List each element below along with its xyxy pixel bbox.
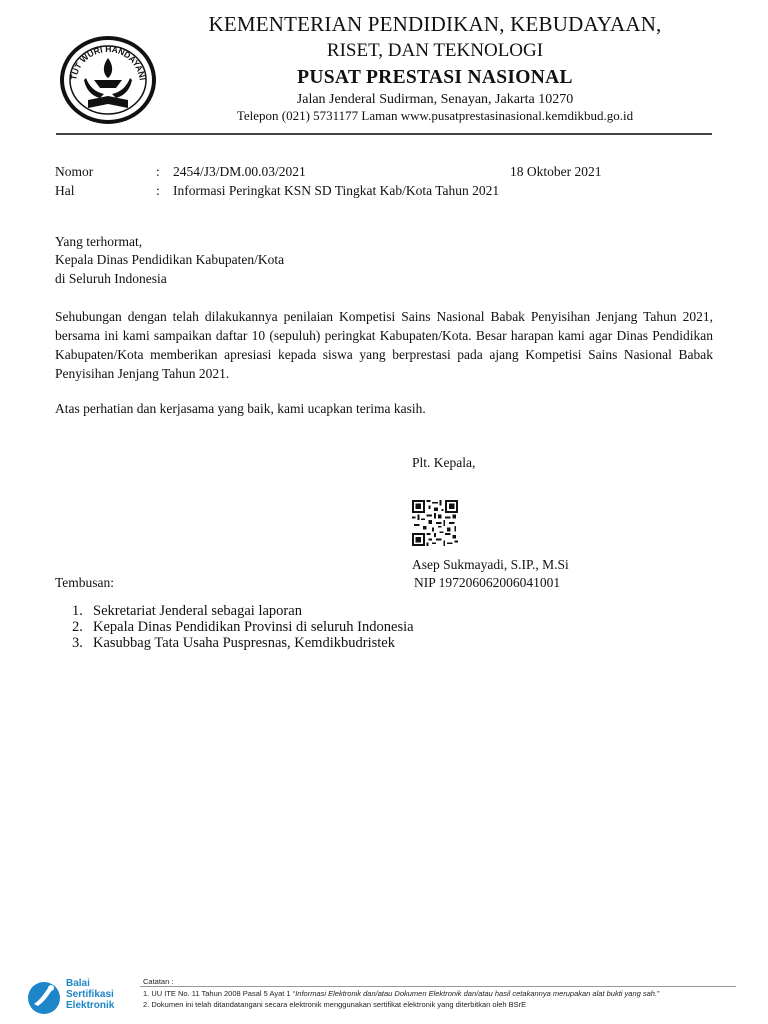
qr-code-icon	[412, 500, 458, 546]
list-item-number: 3.	[72, 635, 83, 651]
letterhead-divider	[56, 133, 712, 135]
bsre-logo-icon	[24, 976, 64, 1016]
tembusan-label: Tembusan:	[55, 575, 115, 590]
body-paragraph-2: Atas perhatian dan kerjasama yang baik, kami ucapkan terima kasih.	[55, 401, 426, 416]
recipient-title: Kepala Dinas Pendidikan Kabupaten/Kota	[55, 252, 285, 267]
list-item	[72, 635, 414, 651]
nomor-colon: :	[156, 164, 160, 179]
list-item-text: Kepala Dinas Pendidikan Provinsi di seluruh Indonesia	[93, 619, 414, 635]
tembusan-list	[72, 603, 414, 651]
footer-notes	[143, 976, 743, 1010]
bsre-line-3: Elektronik	[66, 1000, 115, 1011]
agency-contact: Telepon (021) 5731177 Laman www.pusatprestasinasional.kemdikbud.go.id	[236, 108, 634, 123]
list-item-text: Kasubbag Tata Usaha Puspresnas, Kemdikbudristek	[93, 635, 395, 651]
hal-value: Informasi Peringkat KSN SD Tingkat Kab/Kota Tahun 2021	[173, 183, 500, 198]
list-item	[72, 603, 414, 619]
bsre-line-2: Sertifikasi	[66, 989, 114, 1000]
hal-colon: :	[156, 183, 160, 198]
list-item-number: 2.	[72, 619, 83, 635]
agency-address: Jalan Jenderal Sudirman, Senayan, Jakarta 10270	[296, 92, 574, 107]
signatory-title: Plt. Kepala,	[412, 455, 476, 470]
list-item-text: Sekretariat Jenderal sebagai laporan	[93, 603, 302, 619]
agency-name: PUSAT PRESTASI NASIONAL	[297, 67, 573, 88]
logo-motto: TUT WURI HANDAYANI	[68, 43, 148, 81]
note-1-prefix: 1. UU ITE No. 11 Tahun 2008 Pasal 5 Ayat 1 “	[143, 989, 296, 998]
tut-wuri-handayani-logo-icon	[56, 28, 160, 128]
note-1-quote: Informasi Elektronik dan/atau Dokumen Elektronik dan/atau hasil cetakannya merupakan alat bukti yang sah.	[295, 989, 658, 998]
ministry-name-line1: KEMENTERIAN PENDIDIKAN, KEBUDAYAAN,	[208, 12, 662, 36]
salutation: Yang terhormat,	[55, 234, 143, 249]
note-2: 2. Dokumen ini telah ditandatangani secara elektronik menggunakan sertifikat elektronik yang diterbitkan oleh BSrE	[143, 1000, 527, 1009]
note-1-suffix: ”	[657, 989, 660, 998]
list-item	[72, 619, 414, 635]
bsre-line-1: Balai	[66, 978, 90, 989]
nomor-value: 2454/J3/DM.00.03/2021	[173, 164, 306, 179]
catatan-label: Catatan :	[143, 977, 174, 986]
hal-label: Hal	[55, 183, 75, 198]
bsre-wordmark	[66, 978, 134, 1011]
ministry-name-line2: RISET, DAN TEKNOLOGI	[326, 40, 544, 61]
body-paragraph-1: Sehubungan dengan telah dilakukannya penilaian Kompetisi Sains Nasional Babak Penyisihan Jenjang Tahun 2021, bersama ini kami sampaikan daftar 10 (sepuluh) peringkat Kabupaten/Kota. Besar harapan kami agar Dinas Pendidikan Kabupaten/Kota memberikan apresiasi kepada siswa yang berprestasi pada ajang Kompetisi Sains Nasional Babak Penyisihan Jenjang Tahun 2021.	[55, 309, 713, 381]
letter-date: 18 Oktober 2021	[510, 164, 602, 179]
nomor-label: Nomor	[55, 164, 94, 179]
recipient-location: di Seluruh Indonesia	[55, 271, 167, 286]
note-1	[143, 988, 743, 999]
list-item-number: 1.	[72, 603, 83, 619]
signatory-nip: NIP 197206062006041001	[414, 575, 561, 590]
signatory-name: Asep Sukmayadi, S.IP., M.Si	[412, 557, 569, 572]
